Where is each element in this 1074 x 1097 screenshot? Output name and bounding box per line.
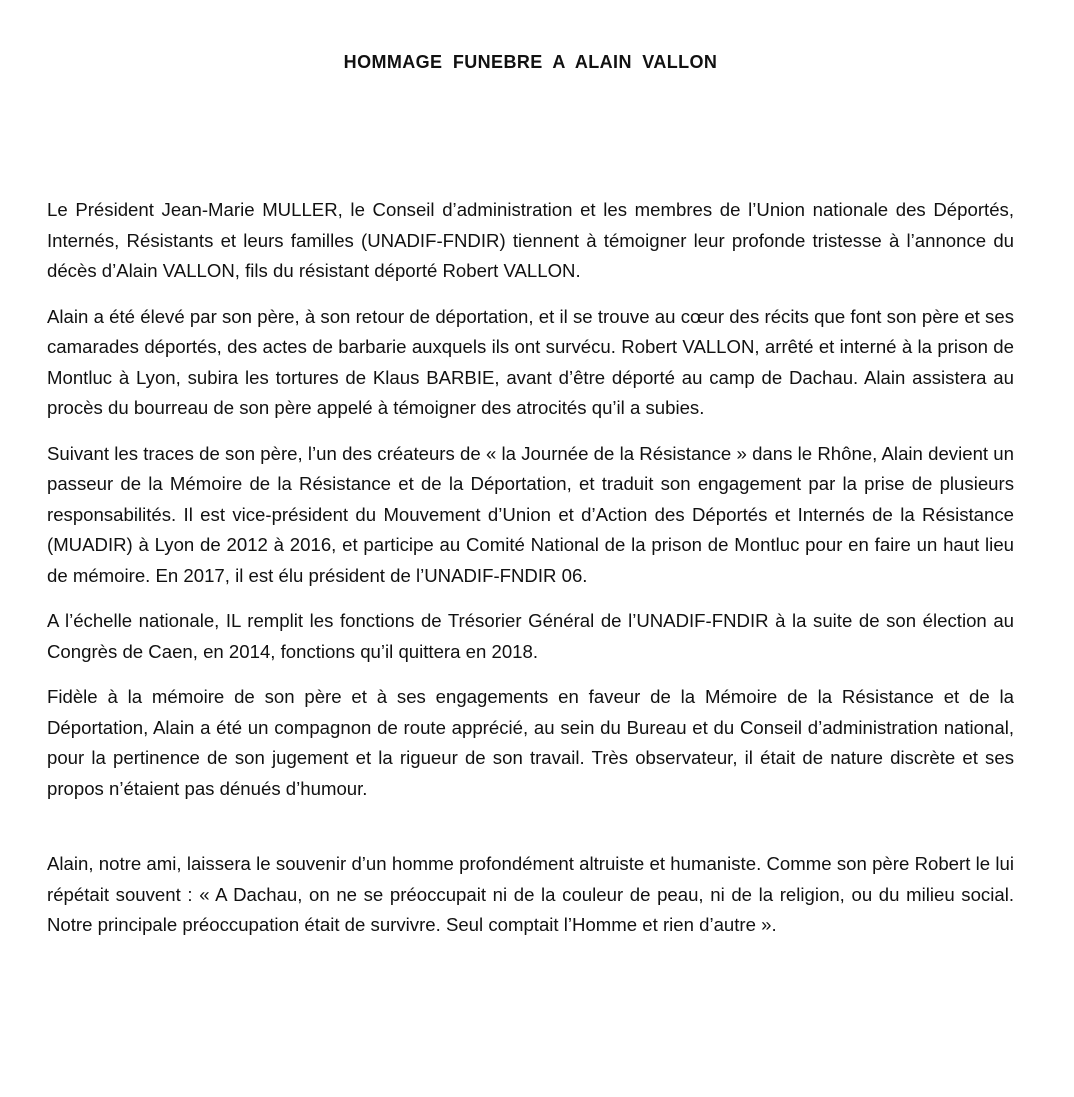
paragraph-closing: Alain, notre ami, laissera le souvenir d’un homme profondément altruiste et humaniste. Comme son père Robert le lui répétait souvent : « A Dachau, on ne se préoccupait ni de la couleur de peau, ni de la religion, ou du milieu social. Notre principale préoccupation était de survivre. Seul comptait l’Homme et rien d’autre ». xyxy=(47,853,1014,935)
paragraph-tribute: Fidèle à la mémoire de son père et à ses engagements en faveur de la Mémoire de la Résistance et de la Déportation, Alain a été un compagnon de route apprécié, au sein du Bureau et du Conseil d’administration national, pour la pertinence de son jugement et la rigueur de son travail. Très observateur, il était de nature discrète et ses propos n’étaient pas dénués d’humour. xyxy=(47,686,1014,799)
document-title: HOMMAGE FUNEBRE A ALAIN VALLON xyxy=(343,52,718,72)
paragraph-childhood: Alain a été élevé par son père, à son retour de déportation, et il se trouve au cœur des récits que font son père et ses camarades déportés, des actes de barbarie auxquels ils ont survécu. Robert VALLON, arrêté et interné à la prison de Montluc à Lyon, subira les tortures de Klaus BARBIE, avant d’être déporté au camp de Dachau. Alain assistera au procès du bourreau de son père appelé à témoigner des atrocités qu’il a subies. xyxy=(47,305,1014,418)
paragraph-national-role: A l’échelle nationale, IL remplit les fonctions de Trésorier Général de l’UNADIF-FNDIR à la suite de son élection au Congrès de Caen, en 2014, fonctions qu’il quittera en 2018. xyxy=(47,610,1014,662)
document-body xyxy=(47,195,1014,941)
paragraph-engagement: Suivant les traces de son père, l’un des créateurs de « la Journée de la Résistance » dans le Rhône, Alain devient un passeur de la Mémoire de la Résistance et de la Déportation, et traduit son engagement par la prise de plusieurs responsabilités. Il est vice-président du Mouvement d’Union et d’Action des Déportés et Internés de la Résistance (MUADIR) à Lyon de 2012 à 2016, et participe au Comité National de la prison de Montluc pour en faire un haut lieu de mémoire. En 2017, il est élu président de l’UNADIF-FNDIR 06. xyxy=(47,442,1014,586)
paragraph-intro: Le Président Jean-Marie MULLER, le Conseil d’administration et les membres de l’Union nationale des Déportés, Internés, Résistants et leurs familles (UNADIF-FNDIR) tiennent à témoigner leur profonde tristesse à l’annonce du décès d’Alain VALLON, fils du résistant déporté Robert VALLON. xyxy=(47,199,1014,281)
